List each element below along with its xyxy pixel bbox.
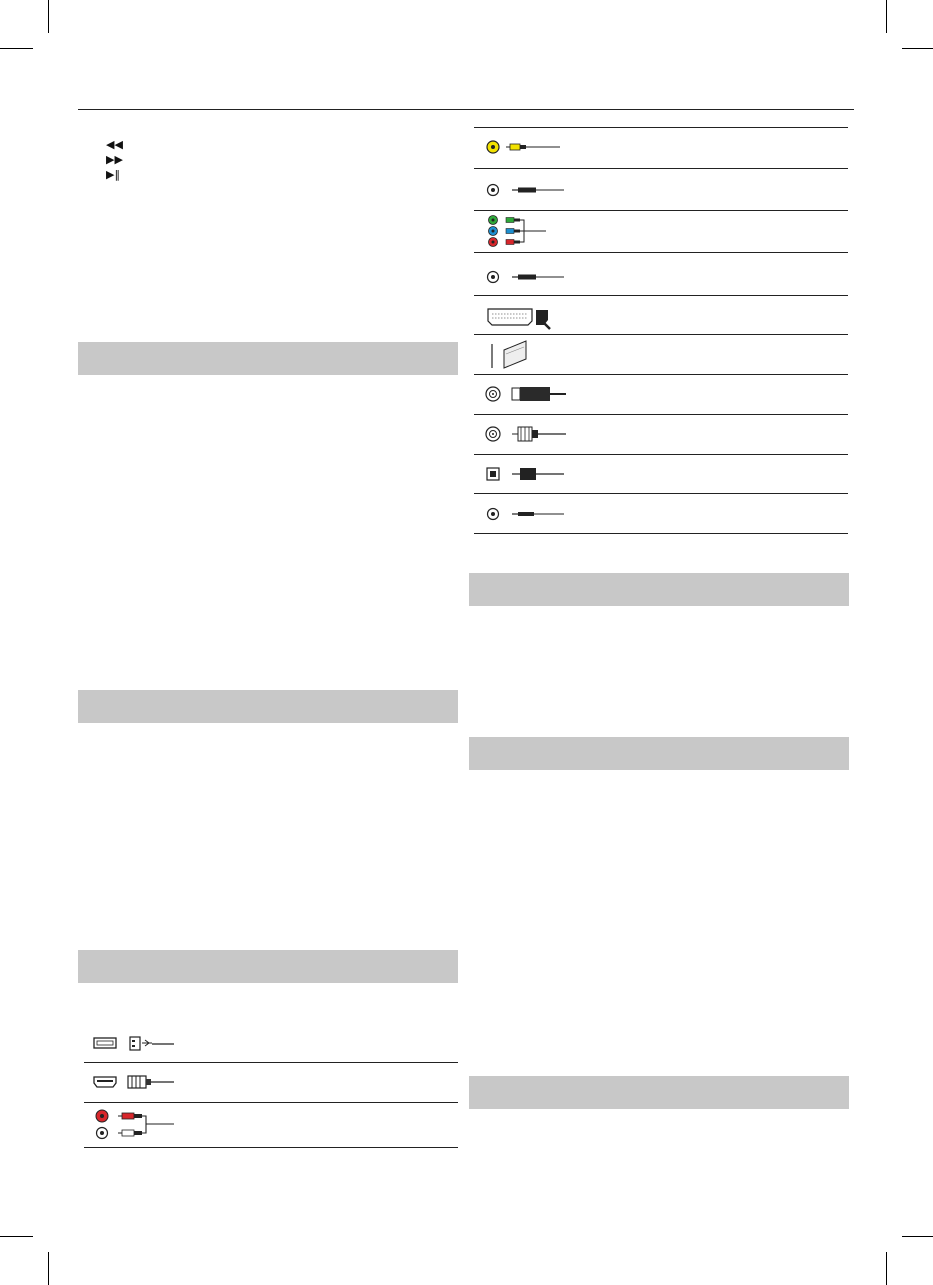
optical-spdif-connector-icon xyxy=(484,465,568,483)
section-band xyxy=(78,950,458,983)
crop-mark xyxy=(886,1252,887,1285)
audio-jack-connector-icon xyxy=(484,182,568,198)
table-row-divider xyxy=(474,252,848,253)
section-band xyxy=(469,1076,849,1109)
crop-mark xyxy=(902,48,933,49)
section-band xyxy=(469,737,849,770)
hdmi-connector-icon xyxy=(92,1073,176,1091)
crop-mark xyxy=(48,1252,49,1285)
scart-connector-icon xyxy=(486,306,556,330)
table-row-divider xyxy=(474,127,848,128)
ci-card-slot-icon xyxy=(488,340,538,370)
table-row-divider xyxy=(474,295,848,296)
crop-mark xyxy=(48,0,49,33)
crop-mark xyxy=(0,48,33,49)
rf-antenna-connector-icon xyxy=(484,384,568,404)
crop-mark xyxy=(0,1236,33,1237)
video-yellow-rca-connector-icon xyxy=(484,139,564,155)
crop-mark xyxy=(886,0,887,33)
table-row-divider xyxy=(84,1102,458,1103)
crop-mark xyxy=(902,1236,933,1237)
section-band xyxy=(469,573,849,606)
table-row-divider xyxy=(474,414,848,415)
table-row-divider xyxy=(474,168,848,169)
section-band xyxy=(78,690,458,723)
satellite-f-connector-icon xyxy=(484,424,568,444)
table-row-divider xyxy=(474,533,848,534)
audio-jack-2-connector-icon xyxy=(484,269,568,285)
table-row-divider xyxy=(474,454,848,455)
usb-connector-icon xyxy=(92,1034,176,1054)
fast-forward-icon: ▶▶ xyxy=(106,153,123,166)
table-row-divider xyxy=(474,493,848,494)
table-row-divider xyxy=(474,334,848,335)
table-row-divider xyxy=(84,1147,458,1148)
table-row-divider xyxy=(84,1062,458,1063)
component-ypbpr-connector-icon xyxy=(484,214,548,248)
section-band xyxy=(78,342,458,375)
play-pause-icon: ▶‖ xyxy=(106,168,120,181)
audio-rca-connector-icon xyxy=(92,1108,176,1142)
rewind-icon: ◀◀ xyxy=(106,138,123,151)
table-row-divider xyxy=(474,210,848,211)
header-rule xyxy=(78,109,854,110)
table-row-divider xyxy=(474,374,848,375)
headphone-jack-connector-icon xyxy=(484,506,568,522)
